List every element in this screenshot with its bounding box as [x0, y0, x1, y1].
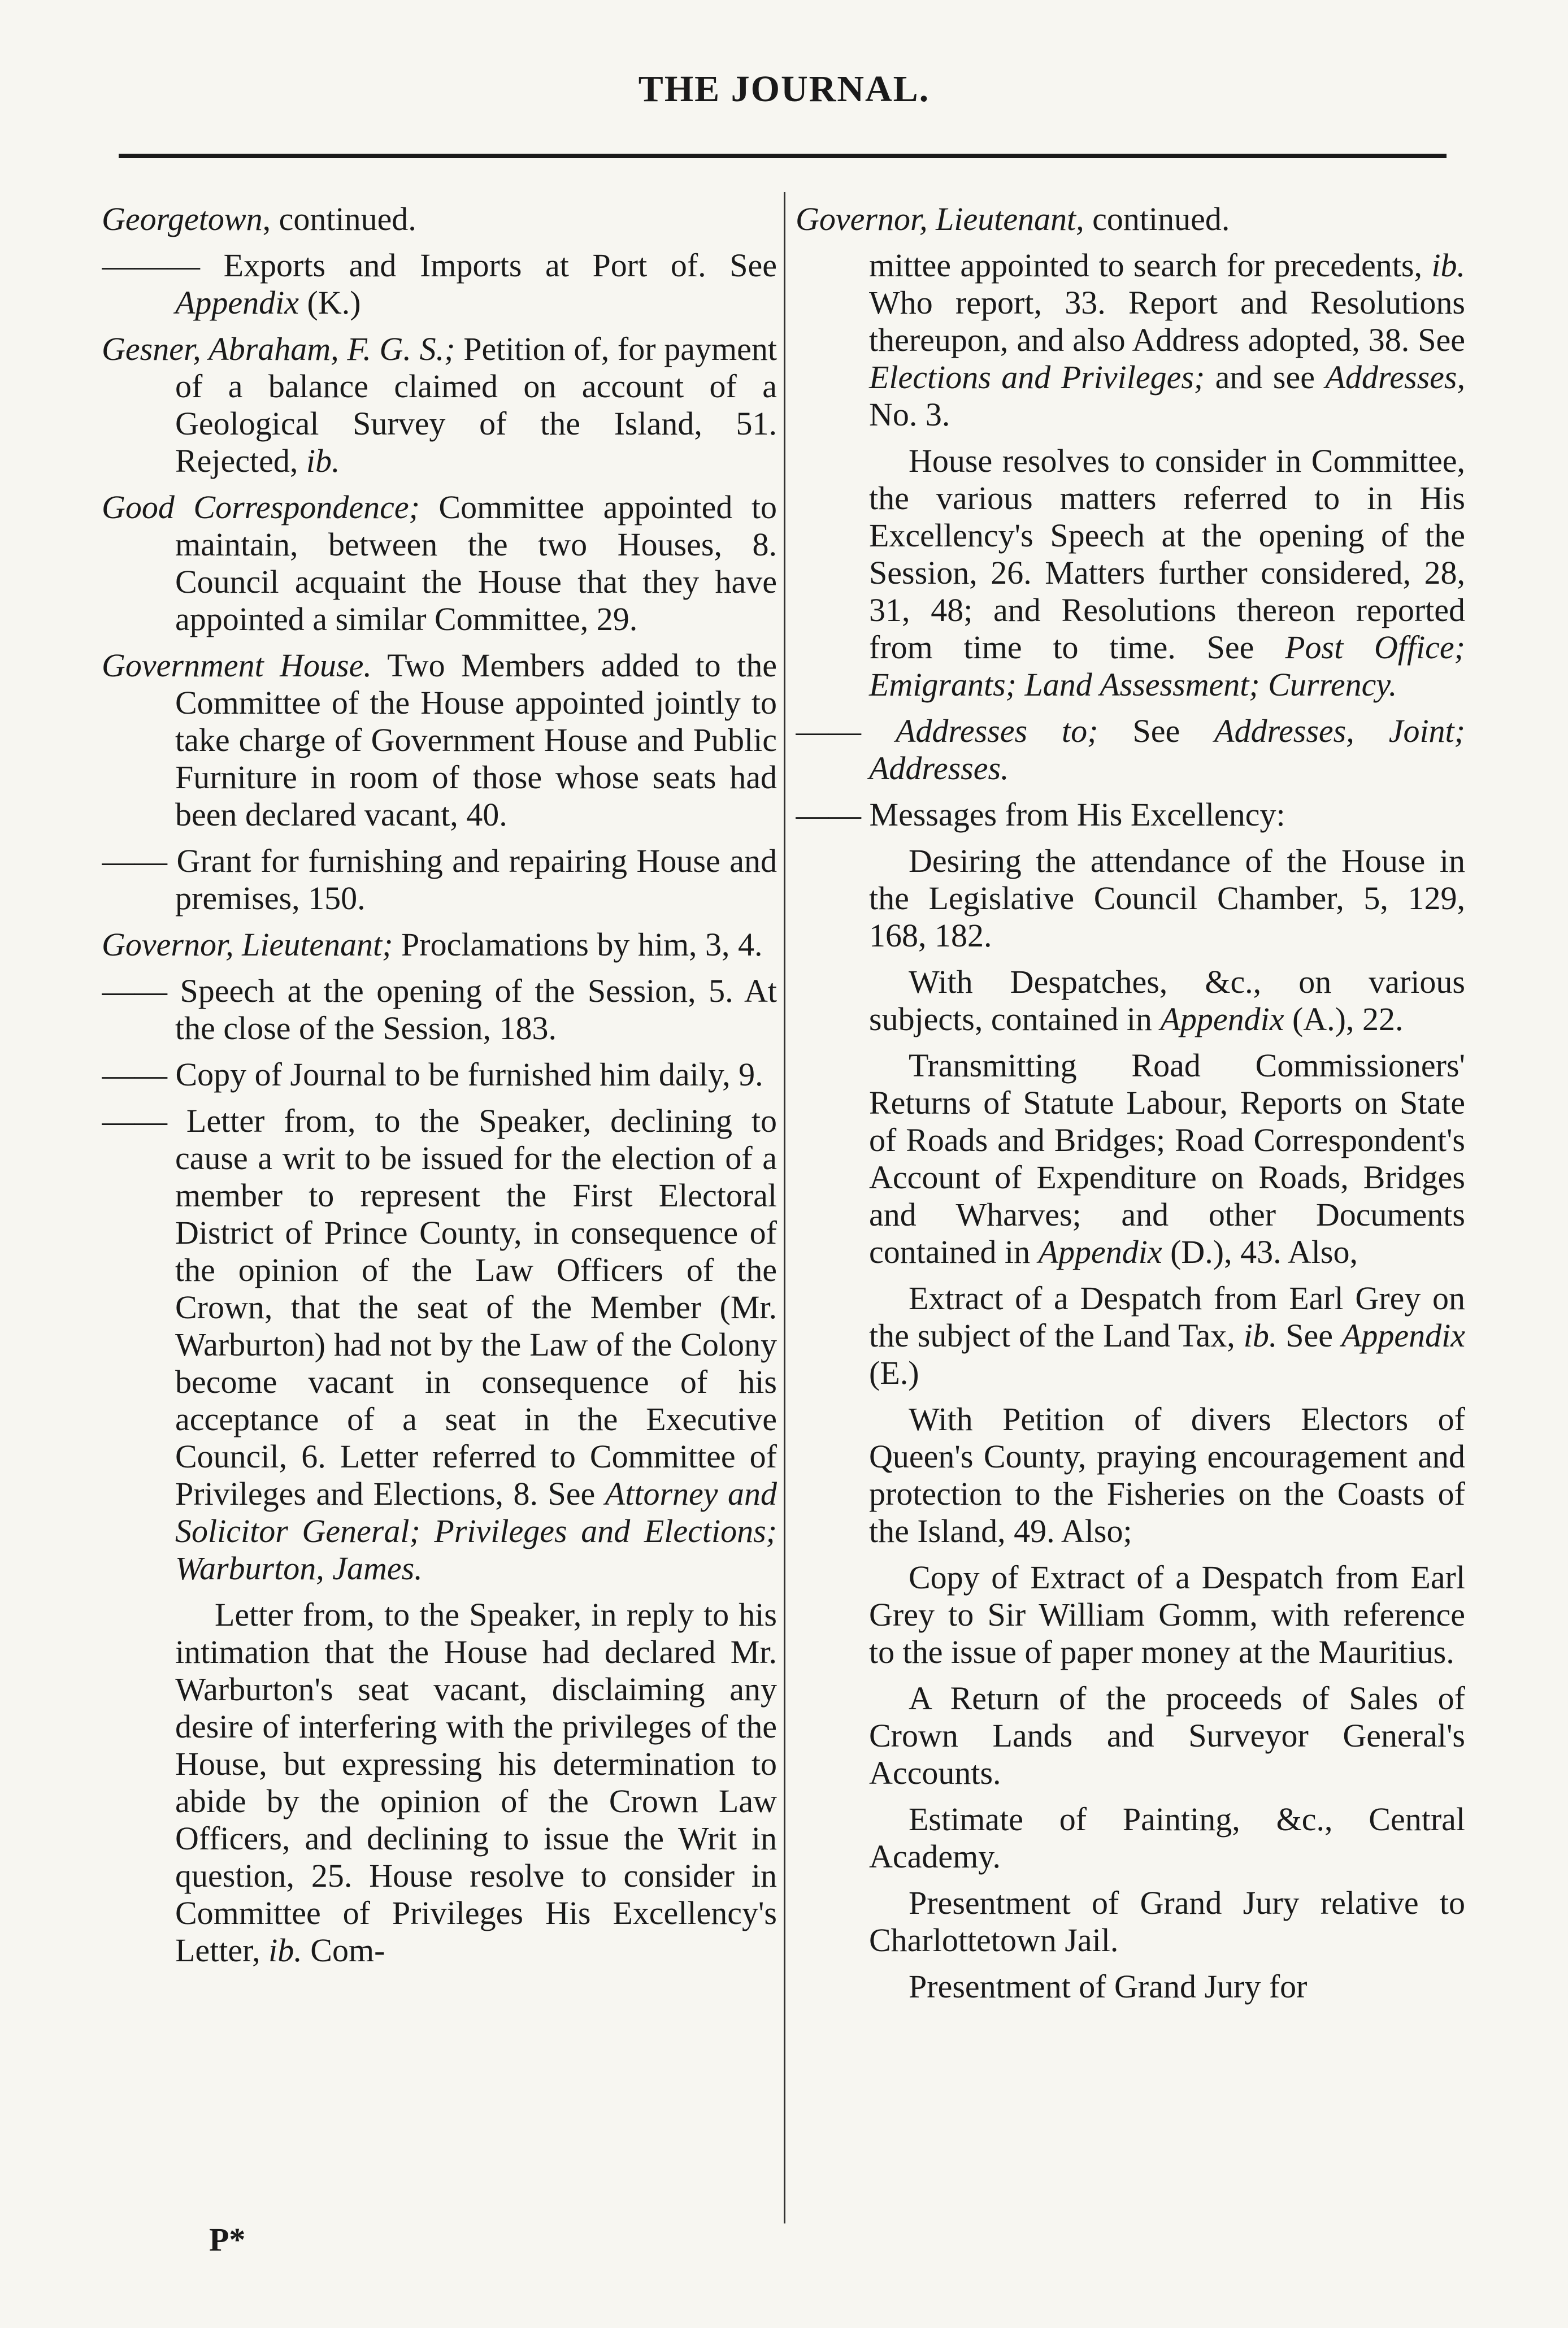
left-column-entry: Governor, Lieutenant; Proclamations by him, 3, 4. [102, 926, 763, 963]
right-column-entry: House resolves to consider in Committee, the various matters referred to in His Excellency's Speech at the opening of the Session, 26. Matters further considered, 28, 31, 48; and Resolutions thereon reported from time to time. See Post Office; Emigrants; Land Assessment; Currency. [869, 442, 1465, 703]
right-column-entry: With Despatches, &c., on various subjects, contained in Appendix (A.), 22. [869, 963, 1465, 1037]
header-rule [119, 154, 1447, 158]
left-column-entry: —— Letter from, to the Speaker, declining to cause a writ to be issued for the election of a member to represent the First Electoral District of Prince County, in consequence of the opinion of the Law Officers of the Crown, that the seat of the Member (Mr. Warburton) had not by the Law of the Colony become vacant in consequence of his acceptance of a seat in the Executive Council, 6. Letter referred to Committee of Privileges and Elections, 8. See Attorney and Solicitor General; Privileges and Elections; Warburton, James. [102, 1102, 777, 1587]
left-column-entry: —— Copy of Journal to be furnished him daily, 9. [102, 1056, 763, 1093]
right-column-entry: —— Addresses to; See Addresses, Joint; Addresses. [796, 713, 1465, 787]
left-column-entry: Georgetown, continued. [102, 201, 416, 237]
right-column-entry: Presentment of Grand Jury for [909, 1968, 1308, 2005]
right-column-entry: Estimate of Painting, &c., Central Academy. [869, 1801, 1465, 1875]
left-column-entry: Government House. Two Members added to the Committee of the House appointed jointly to take charge of Government House and Public Furniture in room of those whose seats had been declared vacant, 40. [102, 647, 777, 833]
left-column [102, 201, 777, 2235]
right-column-entry: Copy of Extract of a Despatch from Earl Grey to Sir William Gomm, with reference to the issue of paper money at the Mauritius. [869, 1559, 1465, 1670]
column-divider [784, 192, 785, 2223]
left-column-entry: Good Correspondence; Committee appointed to maintain, between the two Houses, 8. Council acquaint the House that they have appointed a similar Committee, 29. [102, 489, 777, 637]
right-column-entry: Governor, Lieutenant, continued. [796, 201, 1230, 237]
left-column-entry: —— Grant for furnishing and repairing House and premises, 150. [102, 842, 777, 917]
right-column-entry: —— Messages from His Excellency: [796, 796, 1285, 833]
left-column-entry: Letter from, to the Speaker, in reply to his intimation that the House had declared Mr. Warburton's seat vacant, disclaiming any desire of interfering with the privileges of the House, but expressing his determination to abide by the opinion of the Crown Law Officers, and declining to issue the Writ in question, 25. House resolve to consider in Committee of Privileges His Excellency's Letter, ib. Com- [175, 1596, 777, 1969]
right-column-entry: Presentment of Grand Jury relative to Charlottetown Jail. [869, 1884, 1465, 1958]
right-column-entry: A Return of the proceeds of Sales of Crown Lands and Surveyor General's Accounts. [869, 1680, 1465, 1791]
signature-mark: P* [209, 2221, 246, 2258]
right-column-entry: Transmitting Road Commissioners' Returns of Statute Labour, Reports on State of Roads and Bridges; Road Correspondent's Account of Expenditure on Roads, Bridges and Wharves; and other Documents contained in Appendix (D.), 43. Also, [869, 1047, 1465, 1270]
right-column [796, 201, 1465, 2235]
right-column-entry: With Petition of divers Electors of Queen's County, praying encouragement and protection to the Fisheries on the Coasts of the Island, 49. Also; [869, 1401, 1465, 1549]
left-column-entry: —— Speech at the opening of the Session, 5. At the close of the Session, 183. [102, 972, 777, 1046]
right-column-entry: Desiring the attendance of the House in the Legislative Council Chamber, 5, 129, 168, 182. [869, 842, 1465, 954]
right-column-entry: Extract of a Despatch from Earl Grey on the subject of the Land Tax, ib. See Appendix (E.) [869, 1280, 1465, 1391]
right-column-entry: mittee appointed to search for precedents, ib. Who report, 33. Report and Resolutions thereupon, and also Address adopted, 38. See Elections and Privileges; and see Addresses, No. 3. [869, 247, 1465, 433]
left-column-entry: Gesner, Abraham, F. G. S.; Petition of, for payment of a balance claimed on account of a Geological Survey of the Island, 51. Rejected, ib. [102, 331, 777, 479]
left-column-entry: ——— Exports and Imports at Port of. See Appendix (K.) [102, 247, 777, 321]
page-title: THE JOURNAL. [638, 68, 930, 110]
